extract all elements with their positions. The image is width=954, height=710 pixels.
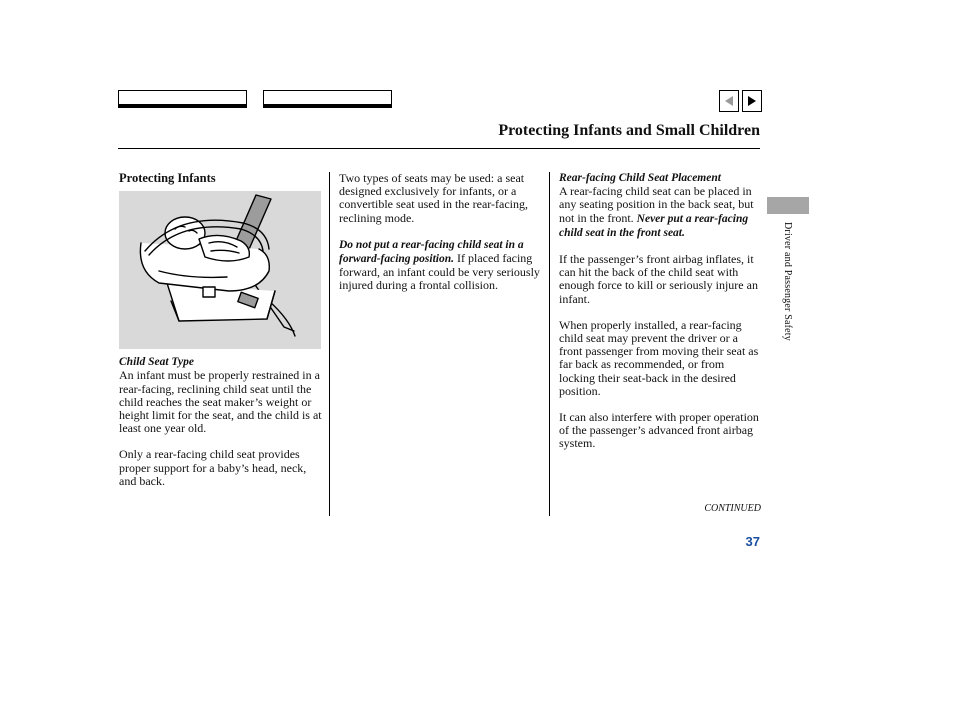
triangle-right-icon <box>748 96 756 106</box>
placement-heading: Rear-facing Child Seat Placement <box>559 172 721 184</box>
column-divider <box>549 172 550 516</box>
section-heading: Protecting Infants <box>119 171 216 185</box>
warning-text: Do not put a rear-facing child seat in a forward-facing position. <box>339 238 524 266</box>
column-right <box>559 172 762 464</box>
title-divider <box>118 148 760 149</box>
nav-button-index[interactable] <box>263 90 392 108</box>
warning-paragraph <box>559 185 762 240</box>
section-tab-label: Driver and Passenger Safety <box>782 222 793 341</box>
paragraph: When properly installed, a rear-facing child seat may prevent the driver or a front passenger from moving their seat as far back as recommended, or from locking their seat-back in the desired position. <box>559 317 759 398</box>
paragraph: If the passenger’s front airbag inflates, it can hit the back of the child seat with enough force to kill or seriously injure an infant. <box>559 252 758 306</box>
section-tab[interactable] <box>767 197 809 214</box>
infant-seat-illustration <box>119 191 321 349</box>
child-seat-type-heading: Child Seat Type <box>119 356 194 369</box>
previous-page-button[interactable] <box>719 90 739 112</box>
paragraph: Two types of seats may be used: a seat designed exclusively for infants, or a convertible seat used in the rear-facing, reclining mode. <box>339 171 529 225</box>
paragraph: An infant must be properly restrained in a rear-facing, reclining child seat until the child reaches the seat maker’s weight or height limit for the seat, and the child is at least one year old. <box>119 368 322 436</box>
paragraph-text: If placed facing forward, an infant could be very seriously injured during a frontal collision. <box>339 251 540 293</box>
warning-paragraph <box>339 238 544 293</box>
paragraph: It can also interfere with proper operation of the passenger’s advanced front airbag system. <box>559 410 759 451</box>
column-divider <box>329 172 330 516</box>
column-left <box>119 172 322 501</box>
infant-seat-drawing <box>119 191 321 349</box>
nav-button-contents[interactable] <box>118 90 247 108</box>
triangle-left-icon <box>725 96 733 106</box>
paragraph-text: A rear-facing child seat can be placed in any seating position in the back seat, but not in the front. <box>559 184 754 225</box>
page-title: Protecting Infants and Small Children <box>498 122 760 139</box>
column-middle <box>339 172 544 306</box>
paragraph: Only a rear-facing child seat provides proper support for a baby’s head, neck, and back. <box>119 447 307 488</box>
page-number: 37 <box>745 534 760 549</box>
next-page-button[interactable] <box>742 90 762 112</box>
warning-text: Never put a rear-facing child seat in the front seat. <box>559 212 749 239</box>
continued-label: CONTINUED <box>704 503 761 514</box>
